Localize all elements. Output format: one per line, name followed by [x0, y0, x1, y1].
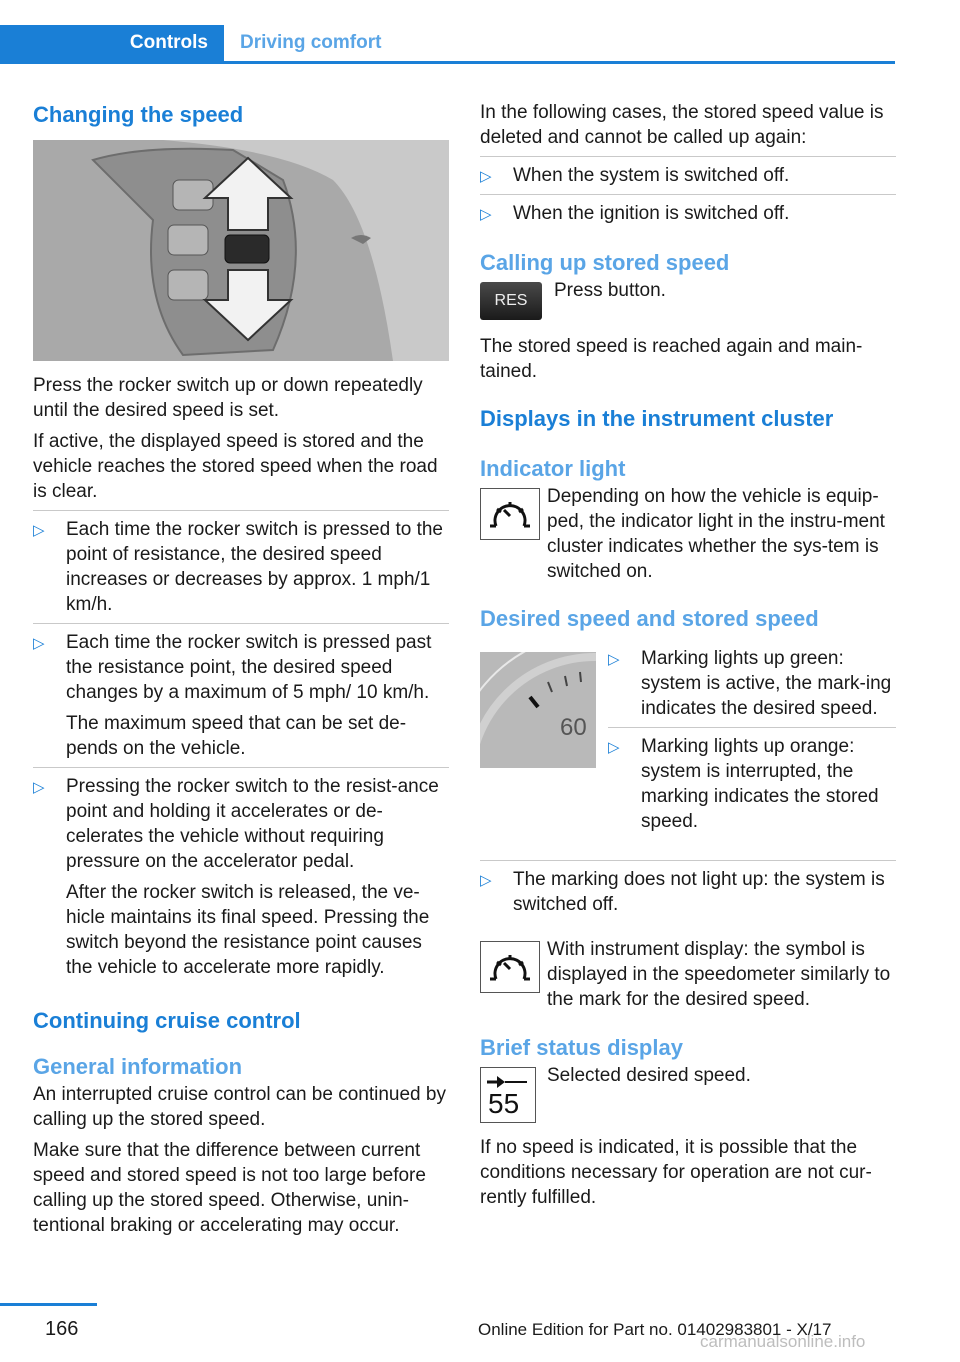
paragraph-following-cases: In the following cases, the stored speed value is deleted and cannot be called up again: — [480, 102, 884, 148]
list-item-text: Each time the rocker switch is pressed past the resistance point, the desired speed changes by a maximum of 5 mph/ 10 km/h. — [66, 632, 432, 703]
speed-change-list — [33, 510, 449, 986]
res-button-row — [480, 278, 896, 326]
triangle-bullet-icon: ▷ — [608, 651, 620, 668]
press-button-text: Press button. — [554, 280, 666, 301]
heading-displays-instrument-cluster: Displays in the instrument cluster — [480, 406, 834, 431]
heading-desired-stored-speed: Desired speed and stored speed — [480, 606, 819, 631]
deleted-cases-list — [480, 156, 896, 232]
steering-wheel-rocker-switch-image — [33, 140, 449, 361]
instrument-display-block — [480, 937, 896, 1017]
list-item — [608, 728, 896, 840]
desired-speed-number: 55 — [488, 1088, 520, 1119]
indicator-light-text: Depending on how the vehicle is equip‐ped, the indicator light in the instru‐ment cluster indicates whether the sys‐tem is switched on. — [547, 486, 885, 582]
paragraph-press-rocker: Press the rocker switch up or down repeatedly until the desired speed is set. — [33, 375, 423, 421]
paragraph-if-active: If active, the displayed speed is stored and the vehicle reaches the stored speed when the road is clear. — [33, 431, 438, 502]
list-item-subtext: After the rocker switch is released, the ve‐hicle maintains its final speed. Pressing the switch beyond the resistance point causes the vehicle to accelerate more rapidly. — [66, 882, 430, 978]
cruise-control-symbol-icon — [480, 941, 540, 993]
list-item-text: Pressing the rocker switch to the resist‐ance point and holding it accelerates or de‐celerates the vehicle without requiring pressure on the accelerator pedal. — [66, 776, 439, 872]
list-item-text: When the ignition is switched off. — [513, 203, 790, 224]
marking-off-list — [480, 860, 896, 923]
list-item — [480, 156, 896, 195]
list-item-subtext: The maximum speed that can be set de‐pends on the vehicle. — [66, 713, 407, 759]
triangle-bullet-icon: ▷ — [33, 635, 45, 652]
steering-wheel-illustration — [33, 140, 449, 361]
marking-list — [608, 640, 896, 840]
heading-indicator-light: Indicator light — [480, 456, 626, 481]
desired-speed-55-icon — [480, 1067, 536, 1123]
heading-changing-speed: Changing the speed — [33, 102, 244, 127]
brief-status-block — [480, 1063, 896, 1127]
list-item — [608, 640, 896, 728]
list-item — [480, 860, 896, 923]
list-item-text: Each time the rocker switch is pressed to the point of resistance, the desired speed increases or decreases by approx. 1 mph/1 km/h. — [66, 519, 443, 615]
edition-text: Online Edition for Part no. 01402983801 - X/17 — [478, 1320, 832, 1339]
triangle-bullet-icon: ▷ — [33, 779, 45, 796]
cruise-control-indicator-icon — [480, 488, 540, 540]
page-number: 166 — [45, 1318, 79, 1340]
paragraph-stored-speed-reached: The stored speed is reached again and main‐tained. — [480, 336, 863, 382]
list-item — [33, 510, 449, 624]
tab-controls[interactable]: Controls — [0, 25, 224, 61]
list-item-text: The marking does not light up: the system is switched off. — [513, 869, 885, 915]
paragraph-make-sure: Make sure that the difference between current speed and stored speed is not too large before calling up the stored speed. Otherwise, unin‐tentional braking or accelerating may occur. — [33, 1140, 426, 1236]
footer-accent-line — [0, 1303, 97, 1306]
watermark-text: carmanualsonline.info — [700, 1332, 866, 1351]
instrument-display-text: With instrument display: the symbol is displayed in the speedometer similarly to the mark for the desired speed. — [547, 939, 891, 1010]
res-button-icon — [480, 282, 542, 320]
triangle-bullet-icon: ▷ — [33, 522, 45, 539]
list-item — [480, 195, 896, 232]
heading-continuing-cruise-control: Continuing cruise control — [33, 1008, 301, 1033]
list-item-text: When the system is switched off. — [513, 165, 790, 186]
list-item-text: Marking lights up orange: system is interrupted, the marking indicates the stored speed. — [641, 736, 879, 832]
desired-speed-block — [480, 640, 896, 860]
brief-status-text: Selected desired speed. — [547, 1065, 751, 1086]
heading-general-information: General information — [33, 1054, 243, 1079]
triangle-bullet-icon: ▷ — [608, 739, 620, 756]
right-column — [480, 100, 896, 1210]
list-item — [33, 624, 449, 768]
triangle-bullet-icon: ▷ — [480, 872, 492, 889]
left-column — [33, 100, 449, 1238]
indicator-light-block — [480, 484, 896, 584]
list-item — [33, 768, 449, 986]
section-tab-bar — [0, 25, 895, 64]
heading-brief-status-display: Brief status display — [480, 1035, 683, 1060]
speedometer-marking-image — [480, 652, 596, 768]
triangle-bullet-icon: ▷ — [480, 168, 492, 185]
paragraph-interrupted: An interrupted cruise control can be continued by calling up the stored speed. — [33, 1084, 446, 1130]
speedometer-number: 60 — [560, 714, 587, 741]
heading-calling-up-stored-speed: Calling up stored speed — [480, 250, 730, 275]
list-item-text: Marking lights up green: system is active, the mark‐ing indicates the desired speed. — [641, 648, 892, 719]
res-button-label: RES — [494, 292, 528, 309]
tab-driving-comfort[interactable]: Driving comfort — [240, 32, 382, 53]
paragraph-no-speed-indicated: If no speed is indicated, it is possible that the conditions necessary for operation are not cur‐rently fulfilled. — [480, 1137, 872, 1208]
triangle-bullet-icon: ▷ — [480, 206, 492, 223]
